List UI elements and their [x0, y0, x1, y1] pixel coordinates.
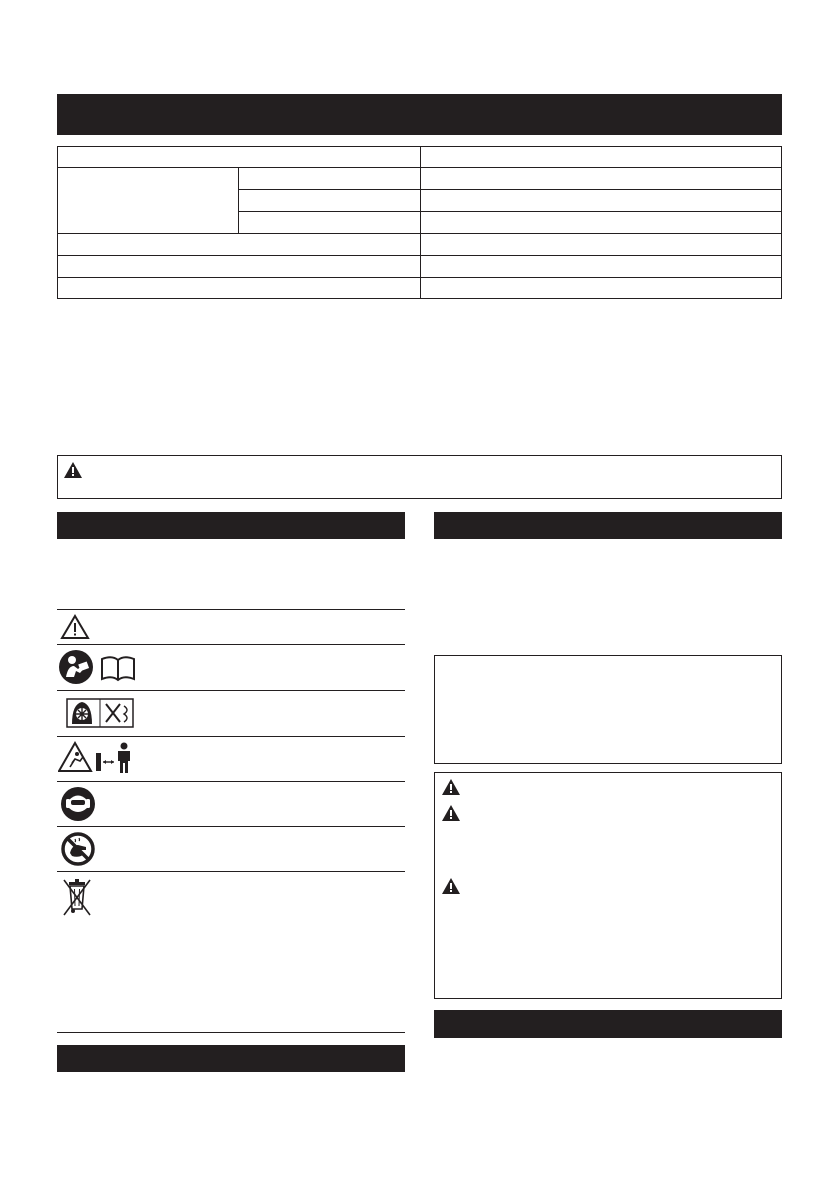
left-bottom-heading-bar: [57, 1045, 405, 1072]
crossed-bin-icon: [62, 877, 92, 917]
spec-group-label: [57, 167, 239, 234]
symbol-divider: [57, 609, 405, 610]
symbol-divider: [57, 644, 405, 645]
symbol-divider: [57, 781, 405, 782]
warning-triangle-icon: [442, 779, 460, 795]
specification-table: [57, 146, 782, 299]
note-box: [434, 655, 782, 764]
spec-row-6-value: [420, 255, 782, 278]
keep-distance-icon: [58, 741, 138, 775]
symbol-divider: [57, 736, 405, 737]
spec-row-5-value: [420, 233, 782, 256]
warning-triangle-icon: [442, 805, 460, 821]
spec-row-1-value: [420, 146, 782, 168]
right-bottom-heading-bar: [434, 1010, 782, 1038]
right-top-heading-bar: [434, 512, 782, 539]
header-bar: [57, 94, 782, 135]
spec-row-7-value: [420, 277, 782, 299]
symbol-divider: [57, 826, 405, 827]
spec-sub-label-3: [238, 211, 421, 234]
spec-row-1-label: [57, 146, 421, 168]
no-rain-fan-icon: [66, 698, 134, 728]
symbols-heading-bar: [57, 512, 405, 539]
warning-triangle-icon: [60, 614, 90, 640]
symbol-divider: [57, 690, 405, 691]
no-wet-hands-icon: [60, 831, 96, 867]
read-manual-icon: [58, 649, 138, 685]
warning-triangle-icon: [64, 462, 82, 478]
warnings-box: [434, 772, 782, 999]
spec-sub-value-3: [420, 211, 782, 234]
spec-sub-label-2: [238, 189, 421, 212]
eye-ear-protection-icon: [60, 786, 96, 822]
warning-triangle-icon: [442, 878, 460, 894]
spec-sub-label-1: [238, 167, 421, 190]
symbol-divider: [57, 1032, 405, 1033]
spec-row-7-label: [57, 277, 421, 299]
spec-row-5-label: [57, 233, 421, 256]
spec-sub-value-2: [420, 189, 782, 212]
general-warning-box: [57, 455, 782, 499]
spec-sub-value-1: [420, 167, 782, 190]
spec-row-6-label: [57, 255, 421, 278]
symbol-divider: [57, 871, 405, 872]
